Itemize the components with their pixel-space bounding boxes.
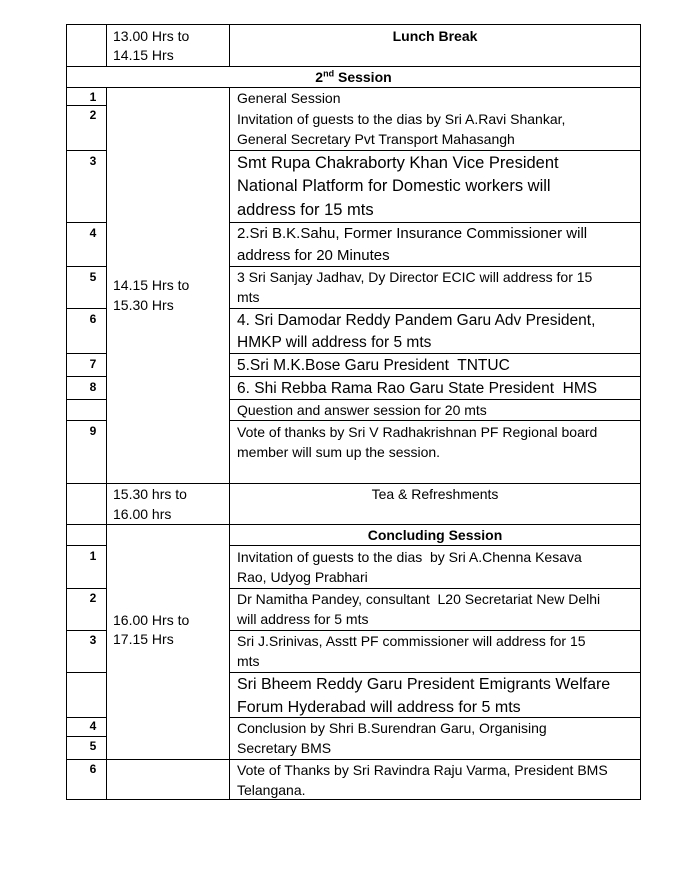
agenda-item-text: 4. Sri Damodar Reddy Pandem Garu Adv President, [237, 312, 596, 329]
agenda-item-text: Sri Bheem Reddy Garu President Emigrants Welfare [237, 676, 611, 693]
item-number: 3 [89, 154, 97, 168]
agenda-item-text: member will sum up the session. [237, 444, 441, 460]
agenda-item-text: National Platform for Domestic workers will [237, 177, 551, 195]
tea-time-line-2: 16.00 hrs [113, 506, 172, 522]
session2-heading-sup: nd [323, 68, 335, 79]
agenda-item-text: Invitation of guests to the dias by Sri A.Chenna Kesava [237, 549, 582, 565]
item-number: 4 [89, 719, 97, 733]
agenda-item-text: 2.Sri B.K.Sahu, Former Insurance Commissioner will [237, 225, 588, 242]
session2-time-line-1: 14.15 Hrs to [113, 277, 190, 293]
session2-heading-base: 2 [315, 69, 324, 85]
agenda-item-text: Secretary BMS [237, 740, 332, 756]
concluding-time-line-2: 17.15 Hrs [113, 631, 174, 647]
agenda-item-text: Vote of Thanks by Sri Ravindra Raju Varma, President BMS [237, 762, 608, 778]
agenda-item-text: Dr Namitha Pandey, consultant L20 Secretariat New Delhi [237, 591, 601, 607]
item-number: 8 [89, 380, 97, 394]
agenda-item-text: Question and answer session for 20 mts [237, 402, 487, 418]
agenda-item-text: mts [237, 289, 260, 305]
item-number: 5 [89, 270, 97, 284]
lunch-label: Lunch Break [392, 28, 478, 44]
agenda-item-text: 3 Sri Sanjay Jadhav, Dy Director ECIC will address for 15 [237, 269, 593, 285]
item-number: 6 [89, 312, 97, 326]
item-number: 7 [89, 357, 97, 371]
agenda-item-text: General Session [237, 90, 341, 106]
item-number: 2 [89, 108, 97, 122]
item-number: 1 [89, 90, 97, 104]
item-number: 2 [89, 591, 97, 605]
agenda-item-text: will address for 5 mts [237, 611, 369, 627]
session2-heading-rest: Session [334, 69, 392, 85]
concluding-time-line-1: 16.00 Hrs to [113, 612, 190, 628]
concluding-heading: Concluding Session [367, 527, 503, 543]
session2-heading [67, 67, 640, 88]
agenda-item-text: Invitation of guests to the dias by Sri A.Ravi Shankar, [237, 111, 566, 127]
item-number: 9 [89, 424, 97, 438]
item-number: 6 [89, 762, 97, 776]
lunch-time-line-1: 13.00 Hrs to [113, 28, 190, 44]
tea-label: Tea & Refreshments [371, 486, 499, 502]
agenda-item-text: 6. Shi Rebba Rama Rao Garu State President HMS [237, 380, 598, 397]
item-number: 1 [89, 549, 97, 563]
tea-time-line-1: 15.30 hrs to [113, 486, 187, 502]
agenda-item-text: address for 15 mts [237, 201, 374, 219]
session2-time-line-2: 15.30 Hrs [113, 297, 174, 313]
agenda-item-text: Telangana. [237, 782, 306, 798]
item-number: 5 [89, 739, 97, 753]
item-number: 4 [89, 226, 97, 240]
agenda-item-text: Forum Hyderabad will address for 5 mts [237, 699, 521, 716]
agenda-item-text: Conclusion by Shri B.Surendran Garu, Organising [237, 720, 547, 736]
agenda-item-text: General Secretary Pvt Transport Mahasangh [237, 131, 515, 147]
agenda-item-text: mts [237, 653, 260, 669]
agenda-item-text: Vote of thanks by Sri V Radhakrishnan PF Regional board [237, 424, 598, 440]
agenda-item-text: Sri J.Srinivas, Asstt PF commissioner will address for 15 [237, 633, 586, 649]
agenda-item-text: 5.Sri M.K.Bose Garu President TNTUC [237, 357, 510, 374]
agenda-item-text: HMKP will address for 5 mts [237, 334, 432, 351]
agenda-item-text: Smt Rupa Chakraborty Khan Vice President [237, 154, 559, 172]
agenda-item-text: address for 20 Minutes [237, 247, 390, 264]
item-number: 3 [89, 633, 97, 647]
agenda-item-text: Rao, Udyog Prabhari [237, 569, 368, 585]
lunch-time-line-2: 14.15 Hrs [113, 47, 174, 63]
